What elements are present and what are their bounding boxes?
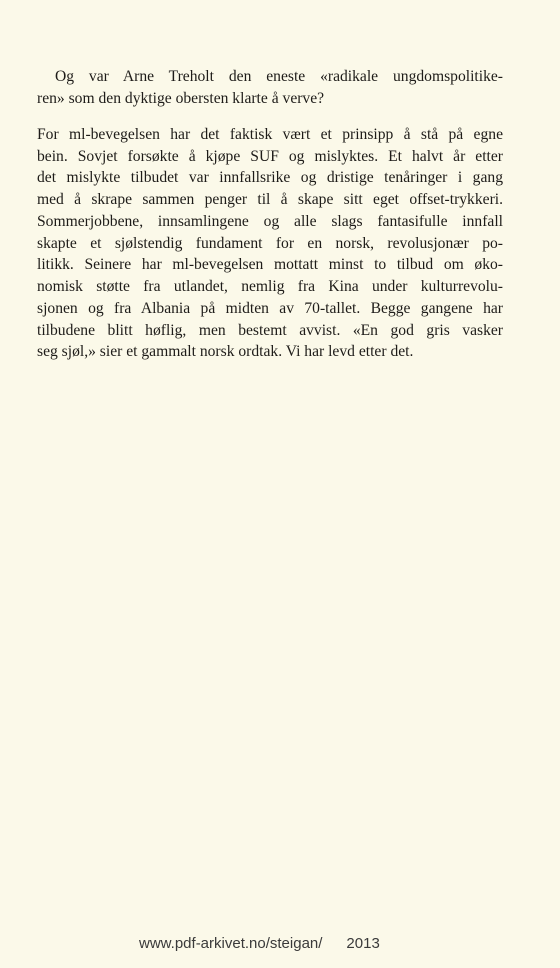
text-line: skapte et sjølstendig fundament for en norsk, revolusjonær po-: [37, 235, 503, 252]
text-line: tilbudene blitt høflig, men bestemt avvist. «En god gris vasker: [37, 322, 503, 339]
text-line: Sommerjobbene, innsamlingene og alle slags fantasifulle innfall: [37, 213, 503, 230]
text-line: nomisk støtte fra utlandet, nemlig fra Kina under kulturrevolu-: [37, 278, 503, 295]
text-line: For ml-bevegelsen har det faktisk vært et prinsipp å stå på egne: [37, 126, 503, 143]
text-line: seg sjøl,» sier et gammalt norsk ordtak. Vi har levd etter det.: [37, 343, 414, 360]
page-footer: [139, 934, 429, 954]
text-line: Og var Arne Treholt den eneste «radikale ungdomspolitike-: [55, 68, 503, 85]
text-line: det mislykte tilbudet var innfallsrike og dristige tenåringer i gang: [37, 169, 503, 186]
text-line: ren» som den dyktige obersten klarte å verve?: [37, 90, 325, 107]
text-line: med å skrape sammen penger til å skape sitt eget offset-trykkeri.: [37, 191, 503, 208]
footer-year: 2013: [346, 935, 380, 952]
text-line: sjonen og fra Albania på midten av 70-tallet. Begge gangene har: [37, 300, 503, 317]
text-line: bein. Sovjet forsøkte å kjøpe SUF og mislyktes. Et halvt år etter: [37, 148, 503, 165]
footer-url: www.pdf-arkivet.no/steigan/: [139, 935, 323, 952]
text-line: litikk. Seinere har ml-bevegelsen mottatt minst to tilbud om øko-: [37, 256, 503, 273]
